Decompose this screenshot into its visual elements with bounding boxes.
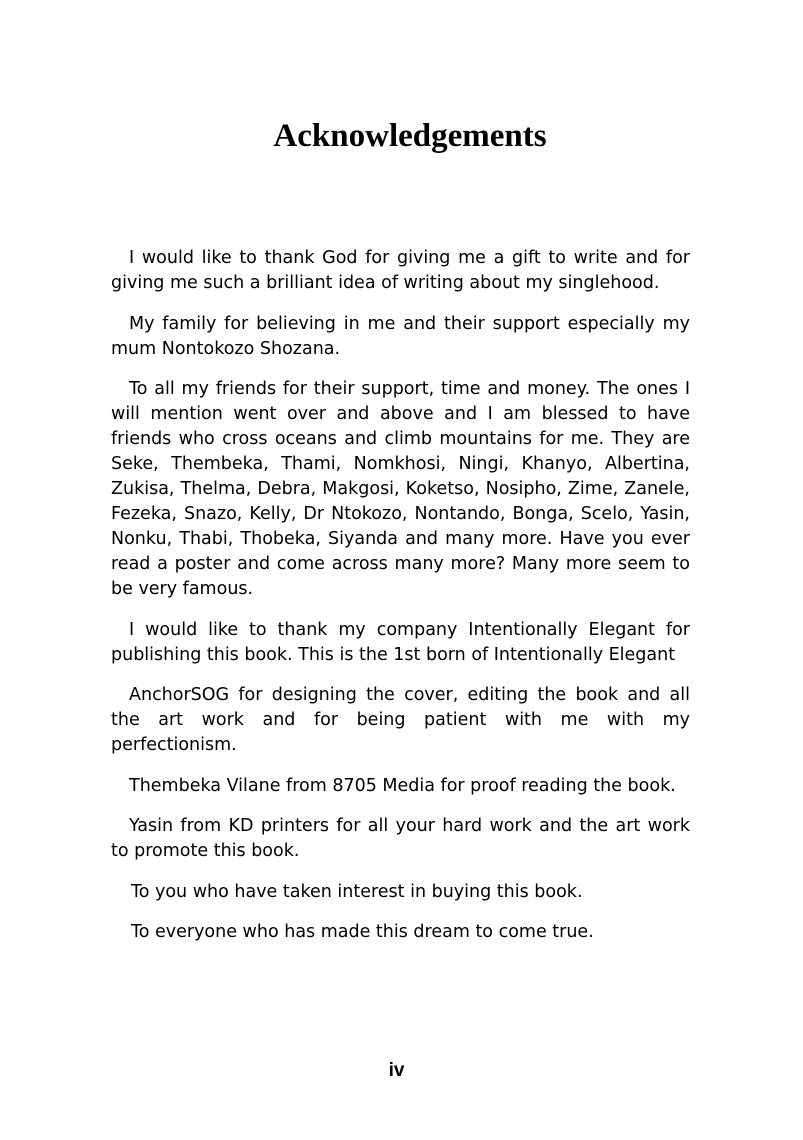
paragraph-thank-god: I would like to thank God for giving me a gift to write and for giving me such a brilliant idea of writing about my singlehood. (111, 248, 690, 293)
paragraph-printers: Yasin from KD printers for all your hard work and the art work to promote this book. (111, 816, 690, 861)
paragraph-anchorsog: AnchorSOG for designing the cover, editing the book and all the art work and for being patient with me with my perfectionism. (111, 685, 690, 755)
paragraph-company: I would like to thank my company Intentionally Elegant for publishing this book. This is the 1st born of Intentionally Elegant (111, 619, 690, 665)
paragraph-readers: To you who have taken interest in buying this book. (131, 881, 583, 902)
acknowledgements-body (111, 246, 690, 961)
page-number: iv (388, 1060, 405, 1081)
paragraph-proofreading: Thembeka Vilane from 8705 Media for proof reading the book. (129, 775, 676, 796)
page-title: Acknowledgements (273, 118, 547, 154)
paragraph-family: My family for believing in me and their support especially my mum Nontokozo Shozana. (111, 313, 690, 359)
paragraph-everyone: To everyone who has made this dream to come true. (131, 922, 594, 942)
paragraph-friends: To all my friends for their support, time and money. The ones I will mention went over and above and I am blessed to have friends who cross oceans and climb mountains for me. They are Seke, Thembeka, Thami, Nomkhosi, Ningi, Khanyo, Albertina, Zukisa, Thelma, Debra, Makgosi, Koketso, Nosipho, Zime, Zanele, Fezeka, Snazo, Kelly, Dr Ntokozo, Nontando, Bonga, Scelo, Yasin, Nonku, Thabi, Thobeka, Siyanda and many more. Have you ever read a poster and come across many more? Many more seem to be very famous. (111, 379, 690, 599)
